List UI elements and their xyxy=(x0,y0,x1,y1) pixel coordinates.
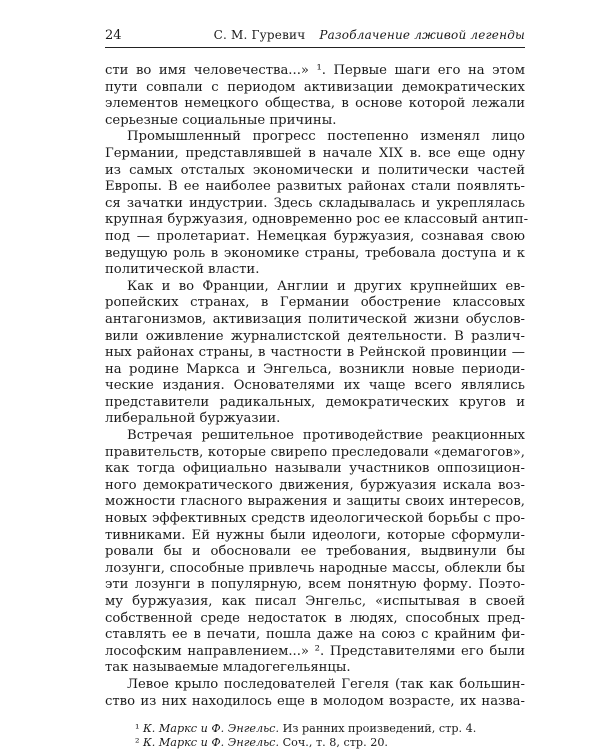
text-line: на родине Маркса и Энгельса, возникли новые периоди- xyxy=(105,361,525,377)
text-line: как тогда официально называли участников оппозицион- xyxy=(105,461,525,477)
text-line: Встречая решительное противодействие реакционных xyxy=(127,428,525,444)
text-line: серьезные социальные причины. xyxy=(105,112,337,128)
text-line: ного демократического движения, буржуазия искала воз- xyxy=(105,477,525,493)
text-line: лософским направлением...» ². Представителями его были xyxy=(105,643,525,659)
paragraph xyxy=(105,63,525,129)
text-line: крупная буржуазия, одновременно рос ее классовый антип- xyxy=(105,212,529,228)
text-line: под — пролетариат. Немецкая буржуазия, сознавая свою xyxy=(105,228,525,244)
text-line: ровали бы и обосновали ее требования, выдвинули бы xyxy=(105,544,525,560)
text-line: ставлять ее в печати, пошла даже на союз с крайним фи- xyxy=(105,627,525,643)
text-line: представители радикальных, демократических кругов и xyxy=(105,394,525,410)
text-line: собственной среде недостаток в людях, способных пред- xyxy=(105,610,525,626)
footnote-text: Соч., т. 8, стр. 20. xyxy=(282,736,388,750)
text-line: Германии, представлявшей в начале XIX в. все еще одну xyxy=(105,145,525,161)
paragraph xyxy=(105,279,525,428)
text-line: Промышленный прогресс постепенно изменял лицо xyxy=(127,129,525,145)
text-line: ропейских странах, в Германии обострение классовых xyxy=(105,295,525,311)
text-line: можности гласного выражения и защиты своих интересов, xyxy=(105,494,525,510)
text-line: ческие издания. Основателями их чаще всего являлись xyxy=(105,378,525,394)
paragraph xyxy=(105,129,529,278)
footnote xyxy=(105,722,525,736)
text-line: Европы. В ее наиболее развитых районах стали появлять- xyxy=(105,179,525,195)
text-line: вили оживление журналистской деятельности. В различ- xyxy=(105,328,525,344)
text-line: ных районах страны, в частности в Рейнской провинции — xyxy=(105,345,525,361)
footnote-authors: К. Маркс и Ф. Энгельс. xyxy=(143,736,280,750)
text-line: эти лозунги в популярную, всем понятную форму. Поэто- xyxy=(105,577,525,593)
footnote xyxy=(105,736,525,750)
text-line: антагонизмов, активизация политической жизни обуслов- xyxy=(105,311,525,327)
text-line: правительств, которые свирепо преследовали «демагогов», xyxy=(105,444,525,460)
paragraph xyxy=(105,677,525,710)
text-line: сти во имя человечества...» ¹. Первые шаги его на этом xyxy=(105,63,525,78)
text-line: лозунги, способные привлечь народные массы, облекли бы xyxy=(105,560,525,576)
text-line: либеральной буржуазии. xyxy=(105,411,281,427)
footnotes xyxy=(105,722,525,750)
text-line: пути совпали с периодом активизации демократических xyxy=(105,79,525,95)
text-line: му буржуазия, как писал Энгельс, «испытывая в своей xyxy=(105,594,525,609)
text-line: Левое крыло последователей Гегеля (так как большин- xyxy=(127,676,525,692)
text-line: политической власти. xyxy=(105,262,260,278)
footnote-authors: К. Маркс и Ф. Энгельс. xyxy=(143,722,280,736)
book-page xyxy=(105,28,529,750)
header-author: С. М. Гуревич xyxy=(213,28,306,42)
page-number: 24 xyxy=(105,28,122,43)
text-line: тивниками. Ей нужны были идеологи, которые сформули- xyxy=(105,527,525,543)
text-line: Как и во Франции, Англии и других крупнейших ев- xyxy=(127,278,525,294)
footnote-mark: ¹ xyxy=(135,722,144,736)
page-body xyxy=(105,63,529,710)
header-title: Разоблачение лживой легенды xyxy=(319,28,525,42)
text-line: ство из них находилось еще в молодом возрасте, их назва- xyxy=(105,693,525,709)
text-line: из самых отсталых экономически и политически частей xyxy=(105,162,525,178)
text-line: так называемые младогегельянцы. xyxy=(105,660,351,676)
footnote-mark: ² xyxy=(135,736,144,750)
text-line: ся зачатки индустрии. Здесь складывалась и укреплялась xyxy=(105,195,525,211)
header-right xyxy=(214,28,525,42)
footnote-text: Из ранних произведений, стр. 4. xyxy=(282,722,477,736)
running-header xyxy=(105,28,525,48)
paragraph xyxy=(105,428,525,677)
text-line: элементов немецкого общества, в основе которой лежали xyxy=(105,96,525,112)
text-line: новых эффективных средств идеологической борьбы с про- xyxy=(105,511,525,527)
text-line: ведущую роль в экономике страны, требовала доступа и к xyxy=(105,245,525,261)
